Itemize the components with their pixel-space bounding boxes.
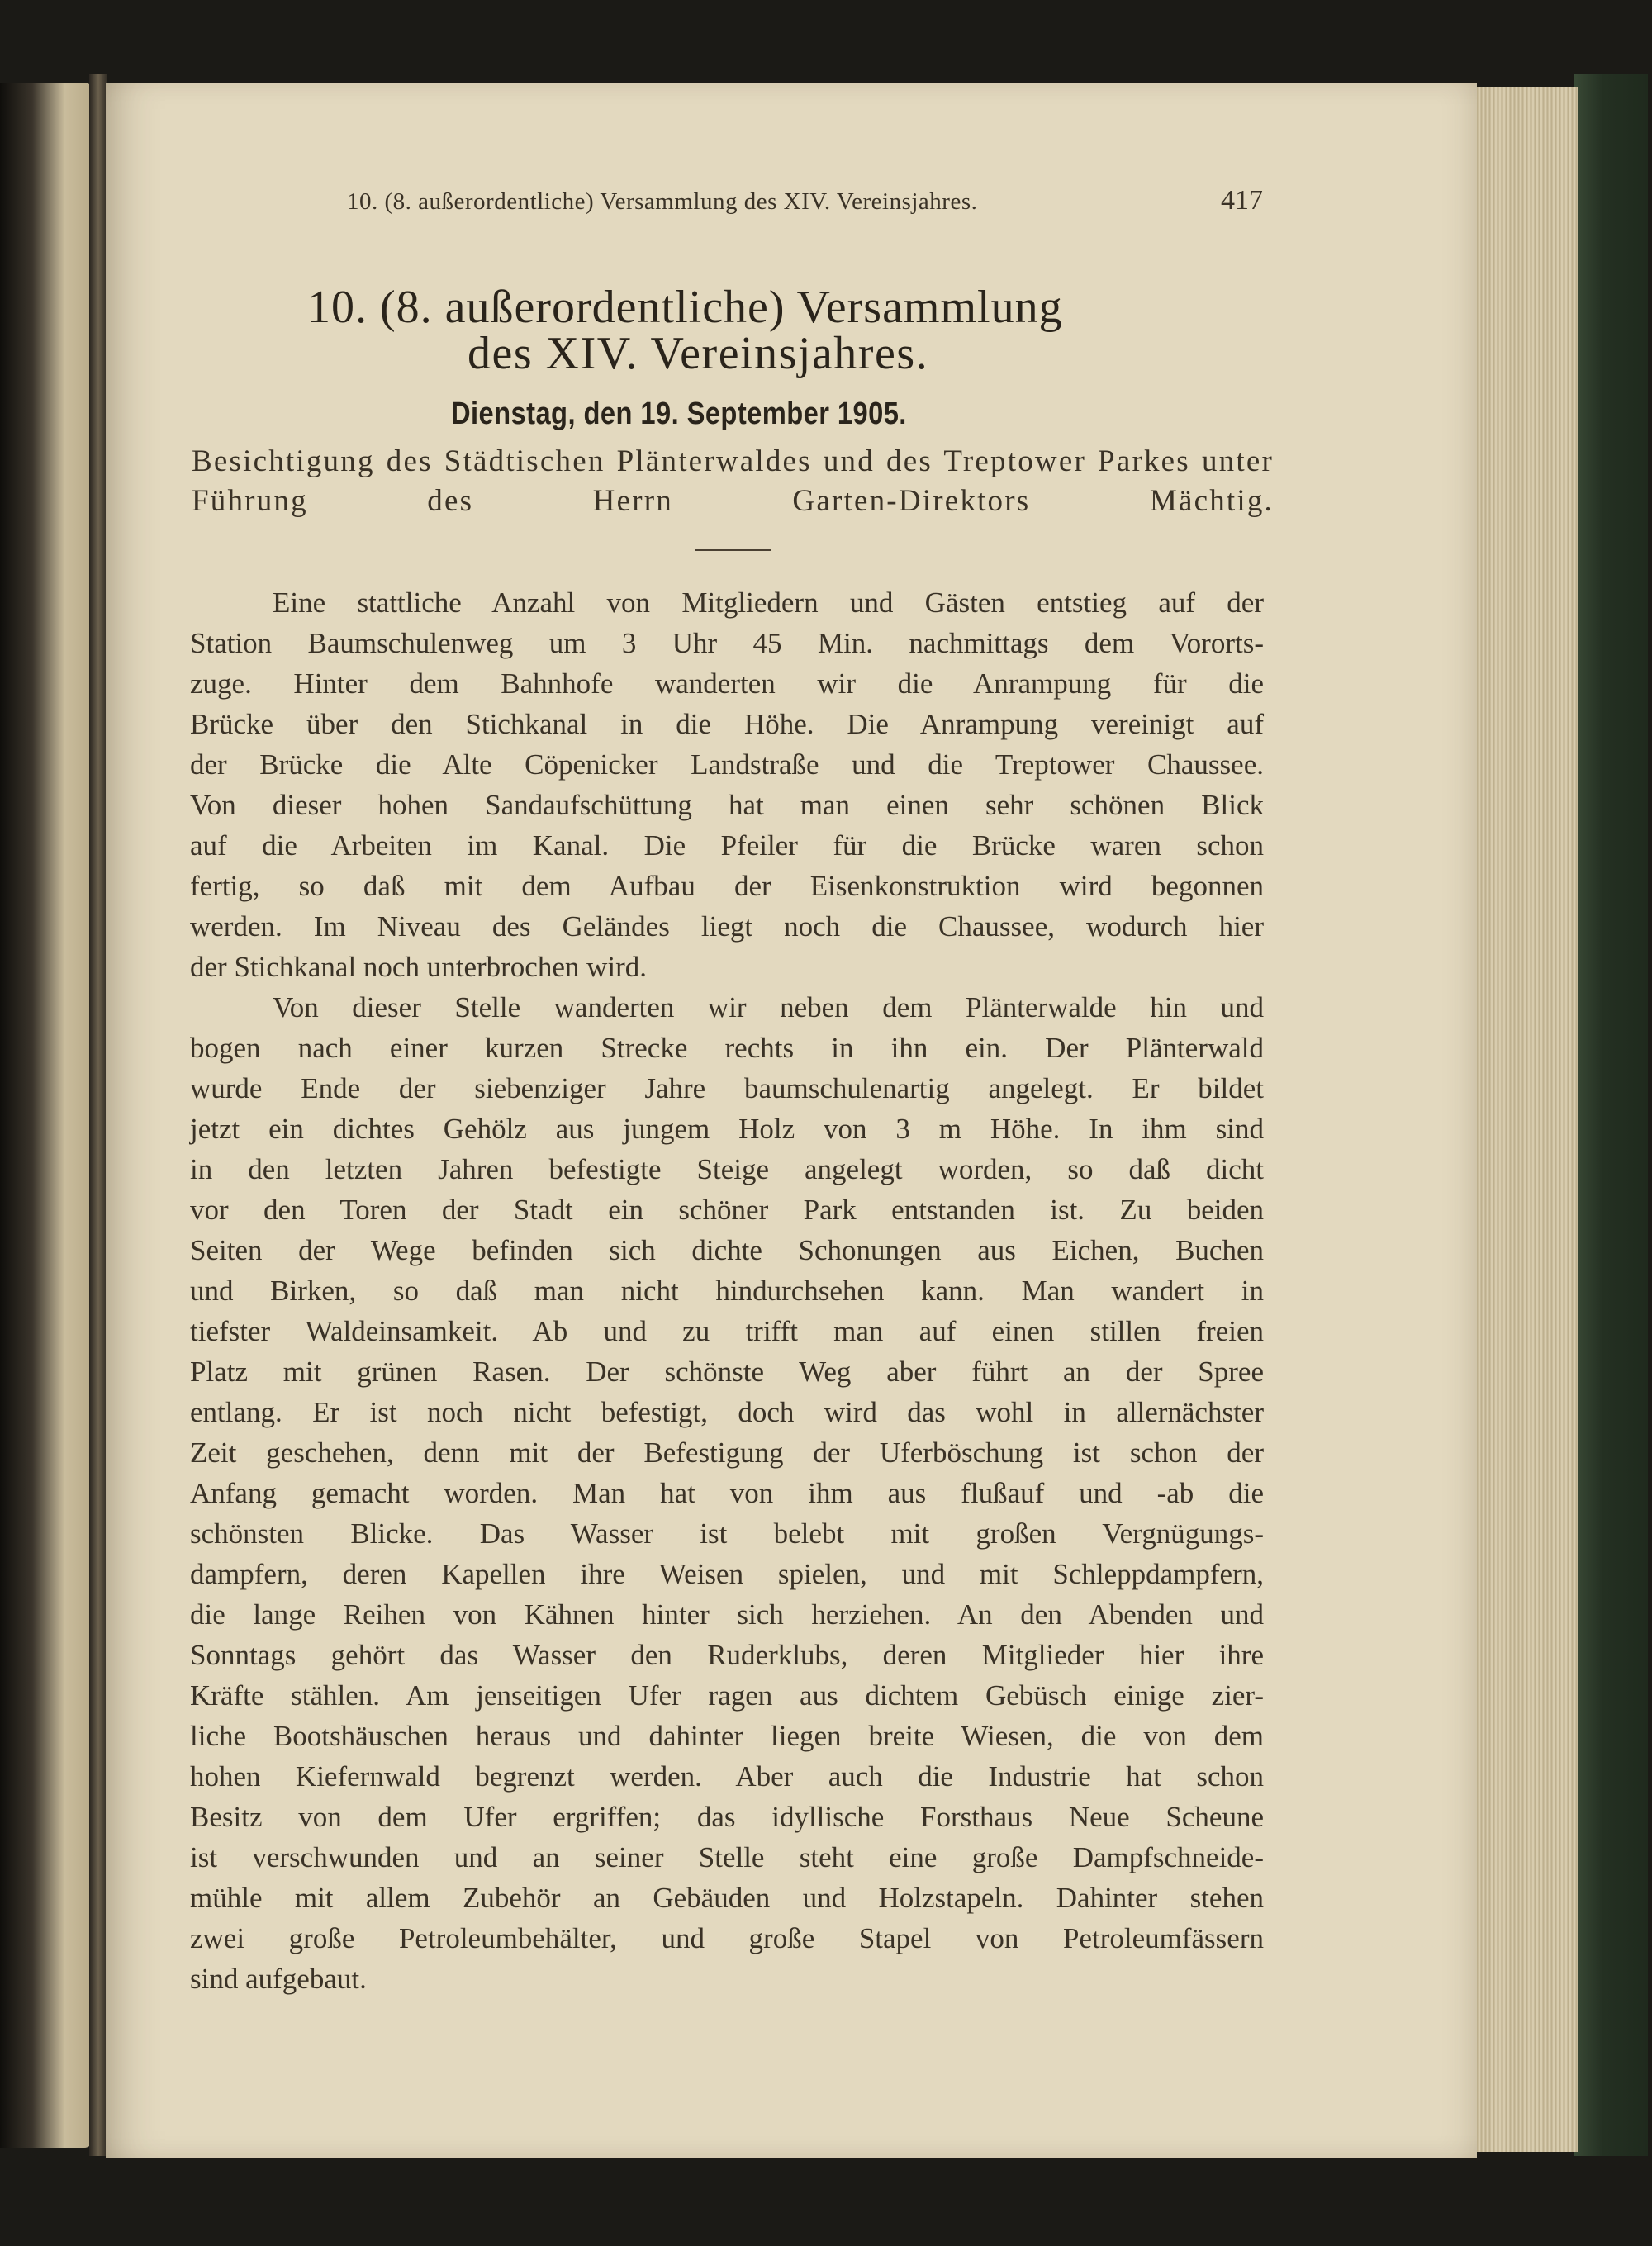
text-line: Station Baumschulenweg um 3 Uhr 45 Min. nachmittags dem Vororts- (190, 627, 1264, 659)
text-line: sind aufgebaut. (190, 1963, 367, 1995)
text-line: liche Bootshäuschen heraus und dahinter liegen breite Wiesen, die von dem (190, 1720, 1264, 1752)
paragraph (190, 987, 1264, 1999)
text-line: zwei große Petroleumbehälter, und große Stapel von Petroleumfässern (190, 1922, 1264, 1954)
text-line: vor den Toren der Stadt ein schöner Park entstanden ist. Zu beiden (190, 1194, 1264, 1226)
text-line: der Stichkanal noch unterbrochen wird. (190, 951, 648, 983)
text-line: fertig, so daß mit dem Aufbau der Eisenkonstruktion wird begonnen (190, 870, 1264, 902)
text-line: Sonntags gehört das Wasser den Ruderklubs, deren Mitglieder hier ihre (190, 1639, 1264, 1671)
text-line: Anfang gemacht worden. Man hat von ihm aus flußauf und -ab die (190, 1477, 1264, 1509)
page-number: 417 (1221, 185, 1263, 216)
text-line: zuge. Hinter dem Bahnhofe wanderten wir die Anrampung für die (190, 667, 1264, 700)
text-line: der Brücke die Alte Cöpenicker Landstraße und die Treptower Chaussee. (190, 748, 1264, 781)
text-line: hohen Kiefernwald begrenzt werden. Aber auch die Industrie hat schon (190, 1760, 1264, 1793)
text-line: Von dieser hohen Sandaufschüttung hat man einen sehr schönen Blick (190, 789, 1264, 821)
section-divider (695, 549, 771, 551)
section-title-line-1: 10. (8. außerordentliche) Versammlung (307, 282, 1063, 333)
text-line: Seiten der Wege befinden sich dichte Schonungen aus Eichen, Buchen (190, 1234, 1264, 1266)
text-line: entlang. Er ist noch nicht befestigt, doch wird das wohl in allernächster (190, 1396, 1264, 1428)
text-line: und Birken, so daß man nicht hindurchsehen kann. Man wandert in (190, 1275, 1264, 1307)
text-line: jetzt ein dichtes Gehölz aus jungem Holz von 3 m Höhe. In ihm sind (190, 1113, 1264, 1145)
text-line: in den letzten Jahren befestigte Steige angelegt worden, so daß dicht (190, 1153, 1264, 1185)
text-line: Platz mit grünen Rasen. Der schönste Weg aber führt an der Spree (190, 1356, 1264, 1388)
text-line: schönsten Blicke. Das Wasser ist belebt mit großen Vergnügungs- (190, 1517, 1264, 1550)
text-line: ist verschwunden und an seiner Stelle steht eine große Dampfschneide- (190, 1841, 1264, 1873)
text-line: Zeit geschehen, denn mit der Befestigung der Uferböschung ist schon der (190, 1436, 1264, 1469)
text-line: auf die Arbeiten im Kanal. Die Pfeiler für die Brücke waren schon (190, 829, 1264, 862)
text-line: Brücke über den Stichkanal in die Höhe. Die Anrampung vereinigt auf (190, 708, 1264, 740)
excursion-subtitle: Besichtigung des Städtischen Plänterwaldes und des Treptower Parkes unter Führung des Herrn Garten-Direktors Mächtig. (192, 444, 1274, 518)
text-line: Kräfte stählen. Am jenseitigen Ufer ragen aus dichtem Gebüsch einige zier- (190, 1679, 1264, 1712)
meeting-date: Dienstag, den 19. September 1905. (451, 396, 907, 431)
text-line: wurde Ende der siebenziger Jahre baumschulenartig angelegt. Er bildet (190, 1072, 1264, 1104)
book-cover-edge (1574, 74, 1648, 2156)
text-line: werden. Im Niveau des Geländes liegt noch die Chaussee, wodurch hier (190, 910, 1264, 943)
left-page-edge (0, 83, 93, 2148)
text-line: mühle mit allem Zubehör an Gebäuden und Holzstapeln. Dahinter stehen (190, 1882, 1264, 1914)
book-gutter (89, 74, 107, 2156)
text-line: bogen nach einer kurzen Strecke rechts in ihn ein. Der Plänterwald (190, 1032, 1264, 1064)
body-text (190, 582, 1264, 1999)
text-line: die lange Reihen von Kähnen hinter sich herziehen. An den Abenden und (190, 1598, 1264, 1631)
running-head: 10. (8. außerordentliche) Versammlung des XIV. Vereinsjahres. (347, 188, 978, 215)
text-line: Eine stattliche Anzahl von Mitgliedern und Gästen entstieg auf der (273, 586, 1264, 619)
text-line: Besitz von dem Ufer ergriffen; das idyllische Forsthaus Neue Scheune (190, 1801, 1264, 1833)
text-line: Von dieser Stelle wanderten wir neben dem Plänterwalde hin und (273, 991, 1264, 1023)
text-line: tiefster Waldeinsamkeit. Ab und zu trifft man auf einen stillen freien (190, 1315, 1264, 1347)
paragraph (190, 582, 1264, 987)
section-title-line-2: des XIV. Vereinsjahres. (468, 328, 929, 379)
text-line: dampfern, deren Kapellen ihre Weisen spielen, und mit Schleppdampfern, (190, 1558, 1264, 1590)
